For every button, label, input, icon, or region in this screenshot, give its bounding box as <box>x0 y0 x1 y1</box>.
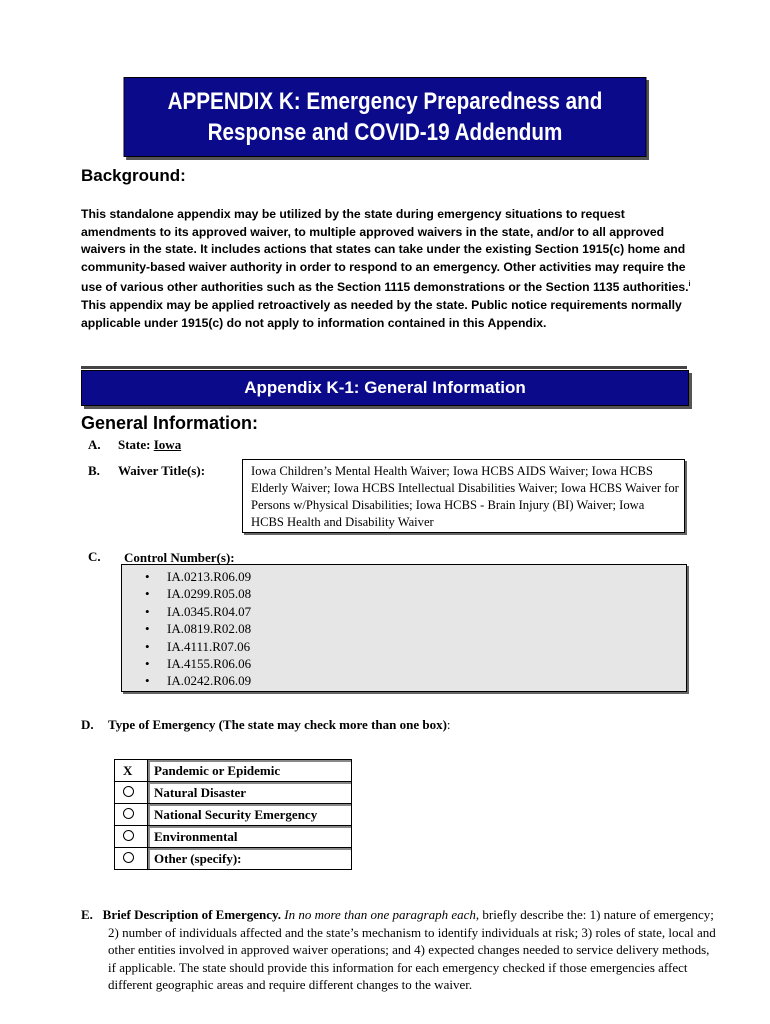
control-number-item: • IA.0345.R04.07 <box>145 603 251 620</box>
emergency-option-label: Environmental <box>148 826 352 848</box>
emergency-type-colon: : <box>446 717 451 732</box>
emergency-type-table <box>114 759 352 870</box>
emergency-option-row <box>115 782 352 804</box>
emergency-description-paragraph <box>81 906 716 994</box>
control-number-item: • IA.0819.R02.08 <box>145 620 251 637</box>
control-number-item: • IA.4111.R07.06 <box>145 638 251 655</box>
state-field <box>118 437 181 453</box>
emergency-option-label: Other (specify): <box>148 848 352 870</box>
natural-disaster-radio[interactable] <box>115 782 148 804</box>
background-text-part1: This standalone appendix may be utilized by the state during emergency situations to request amendments to its approved waiver, to multiple approved waivers in the state, and/or to all approved waivers in the state. It includes actions that states can take under the existing Section 1915(c) home and community-based waiver authority in order to respond to an emergency. Other activities may require the use of various other authorities such as the Section 1115 demonstrations or the Section 1135 authorities. <box>81 207 689 295</box>
emergency-description-text: , briefly describe the: 1) nature of emergency; 2) number of individuals affected and the state’s mechanism to identify individuals at risk; 3) roles of state, local and other entities involved in approved waiver operations; and 4) expected changes needed to service delivery methods, if applicable. The state should provide this information for each emergency checked if those emergencies affect different geographic areas and require different changes to the waiver. <box>108 907 716 993</box>
pandemic-checkbox[interactable]: X <box>115 760 148 782</box>
waiver-title-label: Waiver Title(s): <box>118 463 206 478</box>
emergency-option-row <box>115 760 352 782</box>
control-number-item: • IA.0299.R05.08 <box>145 585 251 602</box>
emergency-type-text: Type of Emergency (The state may check more than one box) <box>108 717 447 732</box>
emergency-option-row <box>115 804 352 826</box>
item-a-letter: A. <box>88 437 101 452</box>
emergency-option-row <box>115 848 352 870</box>
national-security-radio[interactable] <box>115 804 148 826</box>
item-b-letter: B. <box>88 463 100 478</box>
control-number-item: • IA.0213.R06.09 <box>145 568 251 585</box>
radio-circle-icon <box>123 852 134 863</box>
general-information-heading: General Information: <box>81 413 259 433</box>
emergency-description-italic: In no more than one paragraph each <box>284 907 476 922</box>
radio-circle-icon <box>123 808 134 819</box>
emergency-option-row <box>115 826 352 848</box>
emergency-type-label <box>108 717 451 733</box>
item-d-letter: D. <box>81 717 94 732</box>
appendix-k1-title: Appendix K-1: General Information <box>244 378 526 397</box>
state-value[interactable]: Iowa <box>153 437 182 452</box>
control-numbers-label: Control Number(s): <box>124 550 235 565</box>
control-numbers-list <box>145 568 251 690</box>
control-number-item: • IA.4155.R06.06 <box>145 655 251 672</box>
background-text-part2: This appendix may be applied retroactively as needed by the state. Public notice requirements normally applicable under 1915(c) do not apply to information contained in this Appendix. <box>81 298 682 330</box>
state-label: State: <box>118 437 151 452</box>
radio-circle-icon <box>123 786 134 797</box>
title-line-2: Response and COVID-19 Addendum <box>207 119 563 146</box>
other-radio[interactable] <box>115 848 148 870</box>
item-e-letter: E. <box>81 907 93 922</box>
footnote-marker[interactable]: i <box>688 281 691 289</box>
emergency-option-label: Natural Disaster <box>148 782 352 804</box>
item-c-letter: C. <box>88 549 101 564</box>
background-heading: Background: <box>81 166 186 185</box>
waiver-title-field[interactable]: Iowa Children’s Mental Health Waiver; Iowa HCBS AIDS Waiver; Iowa HCBS Elderly Waiver; Iowa HCBS Intellectual Disabilities Waiver; Iowa HCBS Waiver for Persons w/Physical Disabilities; Iowa HCBS - Brain Injury (BI) Waiver; Iowa HCBS Health and Disability Waiver <box>242 459 685 533</box>
background-paragraph <box>81 206 693 332</box>
title-line-1: APPENDIX K: Emergency Preparedness and <box>167 88 603 115</box>
radio-circle-icon <box>123 830 134 841</box>
environmental-radio[interactable] <box>115 826 148 848</box>
emergency-option-label: Pandemic or Epidemic <box>148 760 352 782</box>
control-number-item: • IA.0242.R06.09 <box>145 672 251 689</box>
section-divider <box>81 366 687 369</box>
emergency-option-label: National Security Emergency <box>148 804 352 826</box>
appendix-k1-banner <box>81 370 689 406</box>
emergency-description-label: Brief Description of Emergency. <box>102 907 282 922</box>
appendix-title-banner <box>124 77 647 157</box>
